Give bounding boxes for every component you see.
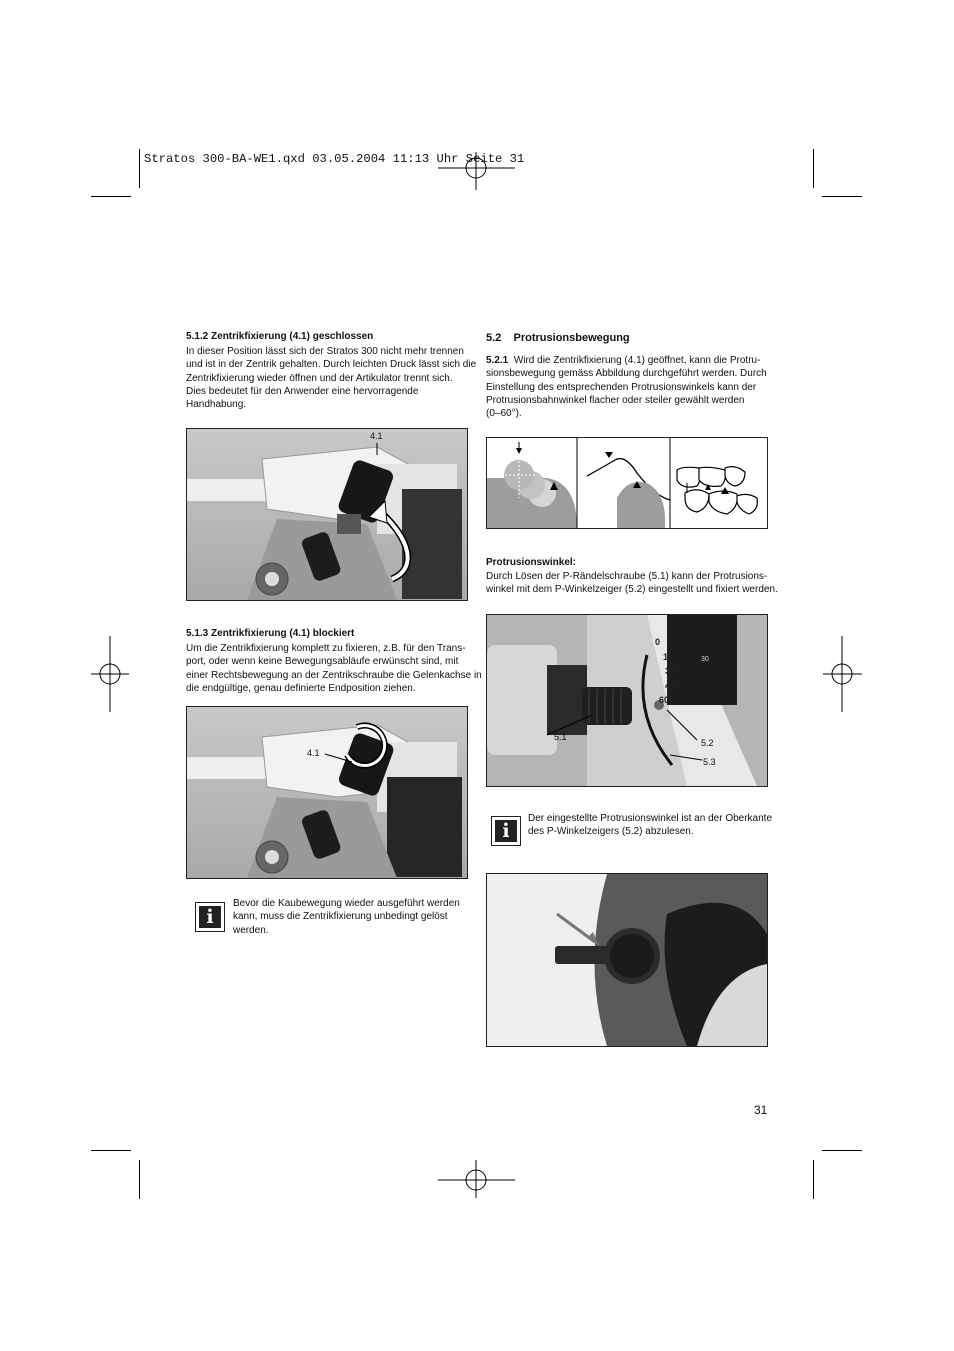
section-text-5-1-2: In dieser Position lässt sich der Stratos 300 nicht mehr trennen und ist in der Zentrik gehalten. Durch leichten Druck lässt sich die Zentrikfixierung wieder öffnen und der Artikulator trennt sich. Dies bedeutet für den Anwender eine hervorragende Handhabung. <box>186 346 477 411</box>
print-slug: Stratos 300-BA-WE1.qxd 03.05.2004 11:13 Uhr Seite 31 <box>144 152 525 166</box>
section-text-5-2-1: 5.2.1 Wird die Zentrikfixierung (4.1) geöffnet, kann die Protru- sionsbewegung gemäss Abbildung durchgeführt werden. Durch Einstellung des entsprechenden Protrusionswinkels kann der Protrusionsbahnwinkel flacher oder steiler gewählt werden (0–60°). <box>486 355 767 420</box>
callout-label: 4.1 <box>370 431 383 441</box>
section-heading-5-1-2: 5.1.2 Zentrikfixierung (4.1) geschlossen <box>186 331 374 342</box>
photo-knurled-screw <box>486 873 768 1047</box>
protrusion-scale-numbers: 0 15 30 45 60 <box>655 637 676 705</box>
callout-label: 4.1 <box>307 748 320 758</box>
info-icon: i <box>195 902 225 932</box>
photo-centric-lock-closed <box>186 428 468 601</box>
callout-label-5-2: 5.2 <box>701 738 714 748</box>
callout-label-5-1: 5.1 <box>554 732 567 742</box>
protrusion-angle-heading: Protrusionswinkel: <box>486 557 577 568</box>
info-note-kaubewegung: Bevor die Kaubewegung wieder ausgeführt werden kann, muss die Zentrikfixierung unbedingt gelöst werden. <box>233 898 460 936</box>
section-text-5-1-3: Um die Zentrikfixierung komplett zu fixieren, z.B. für den Trans- port, oder wenn keine Bewegungsabläufe erwünscht sind, mit einer Rechtsbewegung an der Zentrikschraube die Gelenkachse in die endgültige, genau definierte Endposition ziehen. <box>186 643 482 694</box>
section-heading-5-2: 5.2 Protrusionsbewegung <box>486 332 630 344</box>
info-icon: i <box>491 816 521 846</box>
section-heading-5-1-3: 5.1.3 Zentrikfixierung (4.1) blockiert <box>186 628 355 639</box>
photo-centric-lock-blocked <box>186 706 468 879</box>
photo-protrusion-scale <box>486 614 768 787</box>
callout-label-5-3: 5.3 <box>703 757 716 767</box>
protrusion-angle-text: Durch Lösen der P-Rändelschraube (5.1) kann der Protrusions- winkel mit dem P-Winkelzeiger (5.2) eingestellt und fixiert werden. <box>486 571 778 596</box>
protrusion-diagram <box>486 437 768 529</box>
page-number: 31 <box>754 1103 768 1117</box>
side-scale-number: 30 <box>701 656 709 663</box>
info-note-protrusion: Der eingestellte Protrusionswinkel ist an der Oberkante des P-Winkelzeigers (5.2) abzulesen. <box>528 813 773 838</box>
